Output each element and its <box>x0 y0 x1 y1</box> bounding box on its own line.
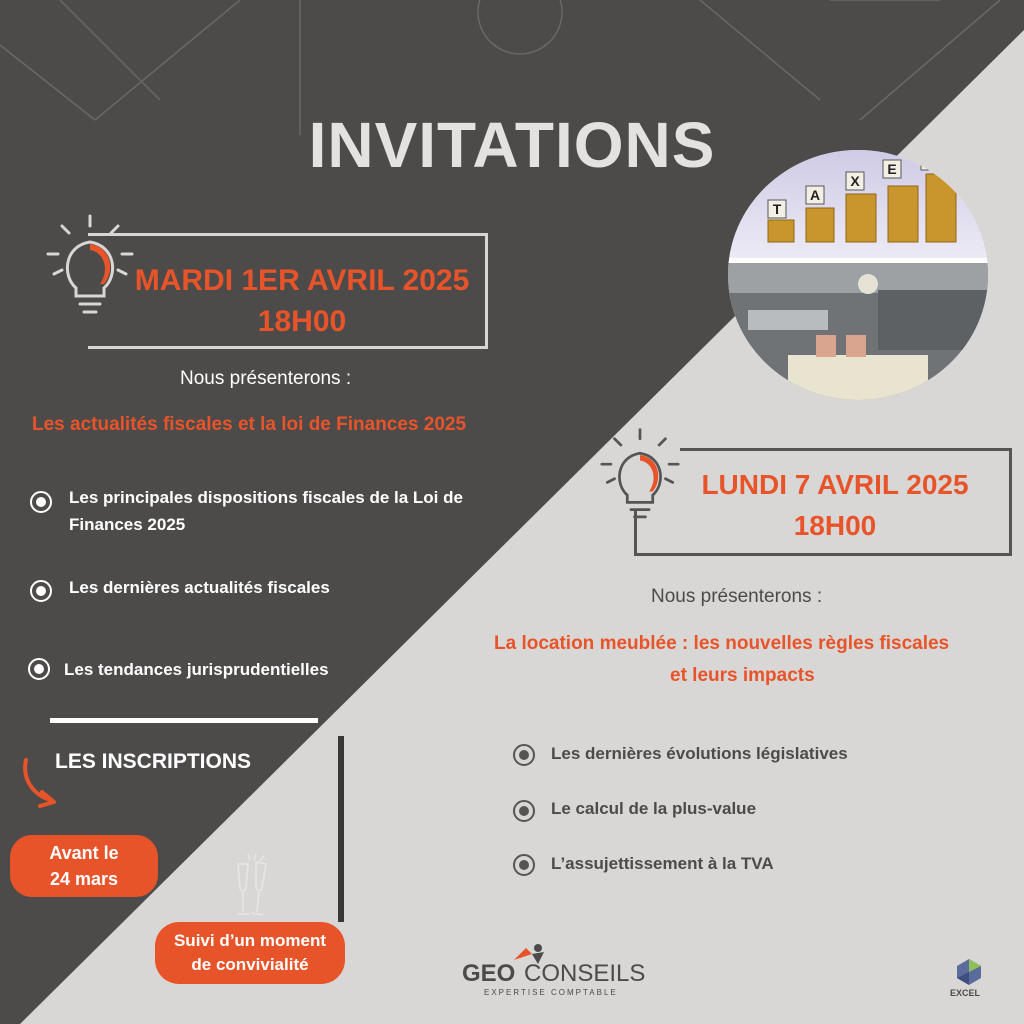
vertical-divider <box>338 736 344 922</box>
conviviality-line1: Suivi d’un moment <box>173 931 327 950</box>
curved-arrow-icon <box>18 756 62 808</box>
logo-geo: GEO <box>462 960 516 987</box>
event2-topic-line2: et leurs impacts <box>670 665 815 686</box>
geo-conseils-logo <box>462 942 646 1002</box>
event1-item-2: Les dernières actualités fiscales <box>69 578 330 597</box>
event2-bullet-3 <box>513 854 535 876</box>
event1-item-3: Les tendances jurisprudentielles <box>64 660 329 679</box>
deadline-badge <box>10 835 158 897</box>
tile-letter: A <box>809 187 821 203</box>
event2-item-2: Le calcul de la plus-value <box>551 799 757 818</box>
tile-letter: X <box>850 173 860 189</box>
event2-item-1: Les dernières évolutions législatives <box>551 744 848 763</box>
event1-bullet-3 <box>28 658 50 680</box>
event2-item-3: L’assujettissement à la TVA <box>551 854 774 873</box>
deadline-line2: 24 mars <box>49 869 119 889</box>
photo-collage <box>728 150 988 400</box>
event1-bullet-1 <box>30 491 52 513</box>
tile-letter: E <box>887 161 897 177</box>
excel-logo <box>950 958 990 1014</box>
event2-frame-left <box>634 510 637 556</box>
logo-tagline: EXPERTISE COMPTABLE <box>484 988 618 997</box>
event2-time: 18H00 <box>793 510 877 541</box>
event2-date: LUNDI 7 AVRIL 2025 <box>701 469 969 500</box>
champagne-glasses-icon <box>228 852 278 922</box>
deadline-line1: Avant le <box>49 843 119 863</box>
event1-time: 18H00 <box>257 305 347 338</box>
tile-letter: T <box>772 201 782 217</box>
conviviality-line2: de convivialité <box>191 955 309 974</box>
event1-date: MARDI 1ER AVRIL 2025 <box>134 264 470 297</box>
event1-item-1: Les principales dispositions fiscales de la Loi de Finances 2025 <box>69 488 463 534</box>
conviviality-badge <box>155 922 345 984</box>
event2-intro: Nous présenterons : <box>651 586 823 607</box>
illustration-photos <box>728 150 988 400</box>
excel-logo-text: EXCEL <box>950 988 981 998</box>
event1-intro: Nous présenterons : <box>180 368 352 389</box>
event2-bullet-1 <box>513 744 535 766</box>
event1-bullet-2 <box>30 580 52 602</box>
event2-bullet-2 <box>513 800 535 822</box>
event1-topic: Les actualités fiscales et la loi de Finances 2025 <box>32 414 467 435</box>
inscriptions-heading: LES INSCRIPTIONS <box>55 750 252 773</box>
divider <box>50 718 318 723</box>
logo-conseils: CONSEILS <box>524 960 646 987</box>
page-title: INVITATIONS <box>308 109 716 181</box>
hexagon-logo-icon <box>956 958 982 986</box>
event2-topic-line1: La location meublée : les nouvelles règles fiscales <box>494 633 950 654</box>
